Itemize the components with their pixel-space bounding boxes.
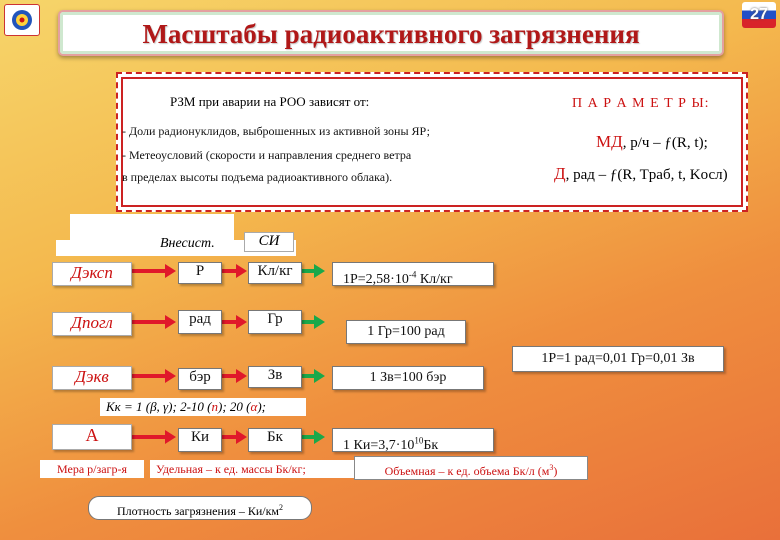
unit-si: Гр [248,310,302,334]
contamination-density [88,496,312,520]
formula-exposure [332,262,494,286]
equivalence-box: 1Р=1 рад=0,01 Гр=0,01 Зв [512,346,724,372]
param-formula: , рад – ƒ(R, Tраб, t, Kосл) [565,167,728,183]
label-equivalent-dose: Дэкв [52,366,132,390]
red-arrow [222,264,247,278]
label-activity: А [52,424,132,450]
info-item: в пределах высоты подъема радиоактивного облака). [122,170,393,184]
green-arrow [302,315,325,329]
param-symbol: МД [596,132,623,151]
green-arrow [302,369,325,383]
volumetric-text: Объемная – к ед. объема Бк/л $(м^3)$ [384,463,558,478]
info-heading: РЗМ при аварии на РОО зависят от: [170,94,370,109]
col-header-si: СИ [244,232,294,252]
red-arrow [132,430,176,444]
info-item: - Метеоусловий (скорости и направления среднего ветра [122,148,412,162]
formula-equivalent: 1 Зв=100 бэр [332,366,484,390]
unit-nonsys: бэр [178,368,222,390]
col-header-nonsys: Внесист. [160,236,215,251]
unit-si: Бк [248,428,302,452]
formula-text: $1Р=2,58\cdot 10^{-4}$ Кл/кг [343,269,453,287]
info-item: - Доли радионуклидов, выброшенных из активной зоны ЯР; [122,124,430,138]
red-arrow [132,369,176,383]
param-symbol: Д [554,164,566,183]
red-arrow [132,264,176,278]
params-title: П А Р А М Е Т Р Ы: [572,96,710,111]
unit-nonsys: Ки [178,428,222,452]
label-absorbed-dose: Дпогл [52,312,132,336]
param-formula: , р/ч – ƒ(R, t); [622,135,708,151]
unit-nonsys: Р [178,262,222,284]
quality-factor-line [100,398,306,416]
volumetric-activity [354,456,588,480]
green-arrow [302,264,325,278]
red-arrow [132,315,176,329]
red-arrow [222,430,247,444]
unit-si: Кл/кг [248,262,302,284]
red-arrow [222,315,247,329]
unit-si: Зв [248,366,302,388]
formula-absorbed: 1 Гр=100 рад [346,320,466,344]
label-exposure-dose: Дэксп [52,262,132,286]
green-arrow [302,430,325,444]
red-arrow [222,369,247,383]
page-number: 27 [742,2,776,28]
slide-title: Масштабы радиоактивного загрязнения [142,19,640,49]
formula-text: 1 $Ки=3,7\cdot 10^{10}Бк$ [343,435,439,453]
unit-nonsys: рад [178,310,222,334]
kk-text: Кк = 1 (β, γ); 2-10 (n); 20 (α); [106,399,266,414]
activity-measure: Мера р/загр-я [40,460,144,478]
specific-activity: Удельная – к ед. массы Бк/кг; [150,460,356,478]
formula-activity [332,428,494,452]
density-text: Плотность загрязнения – $Ки/км^2$ [116,503,284,518]
